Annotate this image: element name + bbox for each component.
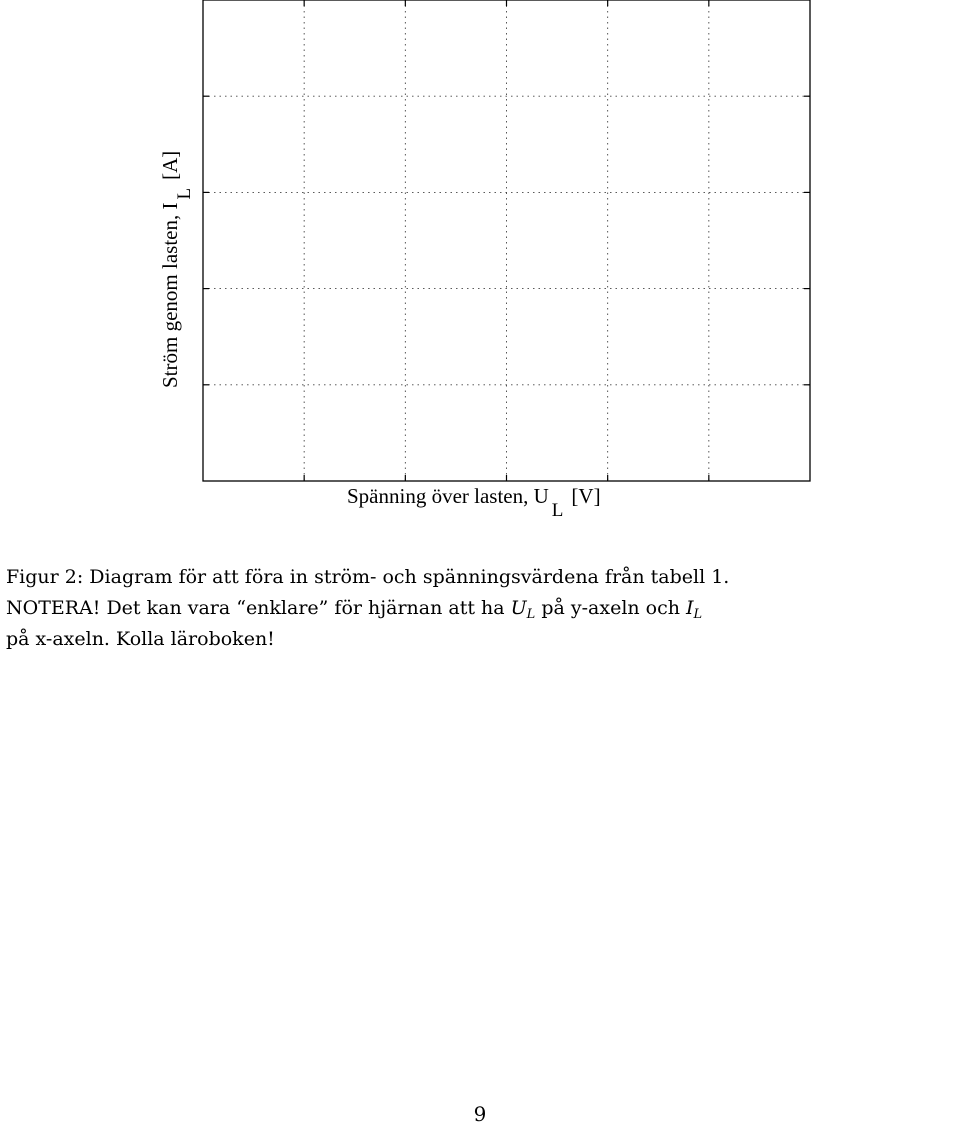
figure-caption [6, 562, 958, 655]
caption-line-2: NOTERA! Det kan vara “enklare” för hjärnan att ha $U_L$ på y-axeln och $I_L$ [6, 597, 703, 622]
y-axis-label-subscript: L [174, 187, 195, 200]
caption-line-3: på x-axeln. Kolla läroboken! [6, 628, 275, 650]
chart [0, 0, 960, 540]
caption-var-u-sub: L [526, 607, 536, 622]
x-gridlines [304, 0, 709, 481]
x-axis-label-subscript: L [551, 500, 564, 521]
x-axis-label: Spänning över lasten, UL[V] [347, 484, 601, 521]
x-axis-label-unit: [V] [571, 484, 601, 508]
caption-line-1: Figur 2: Diagram för att föra in ström- och spänningsvärdena från tabell 1. [6, 566, 730, 588]
page-number: 9 [473, 1102, 487, 1126]
y-axis-label-unit: [A] [158, 150, 182, 180]
y-axis-label: Ström genom lasten, IL[A] [158, 150, 195, 388]
caption-var-u: U [510, 597, 527, 619]
caption-var-i-sub: L [693, 607, 703, 622]
caption-var-i: I [686, 597, 694, 619]
